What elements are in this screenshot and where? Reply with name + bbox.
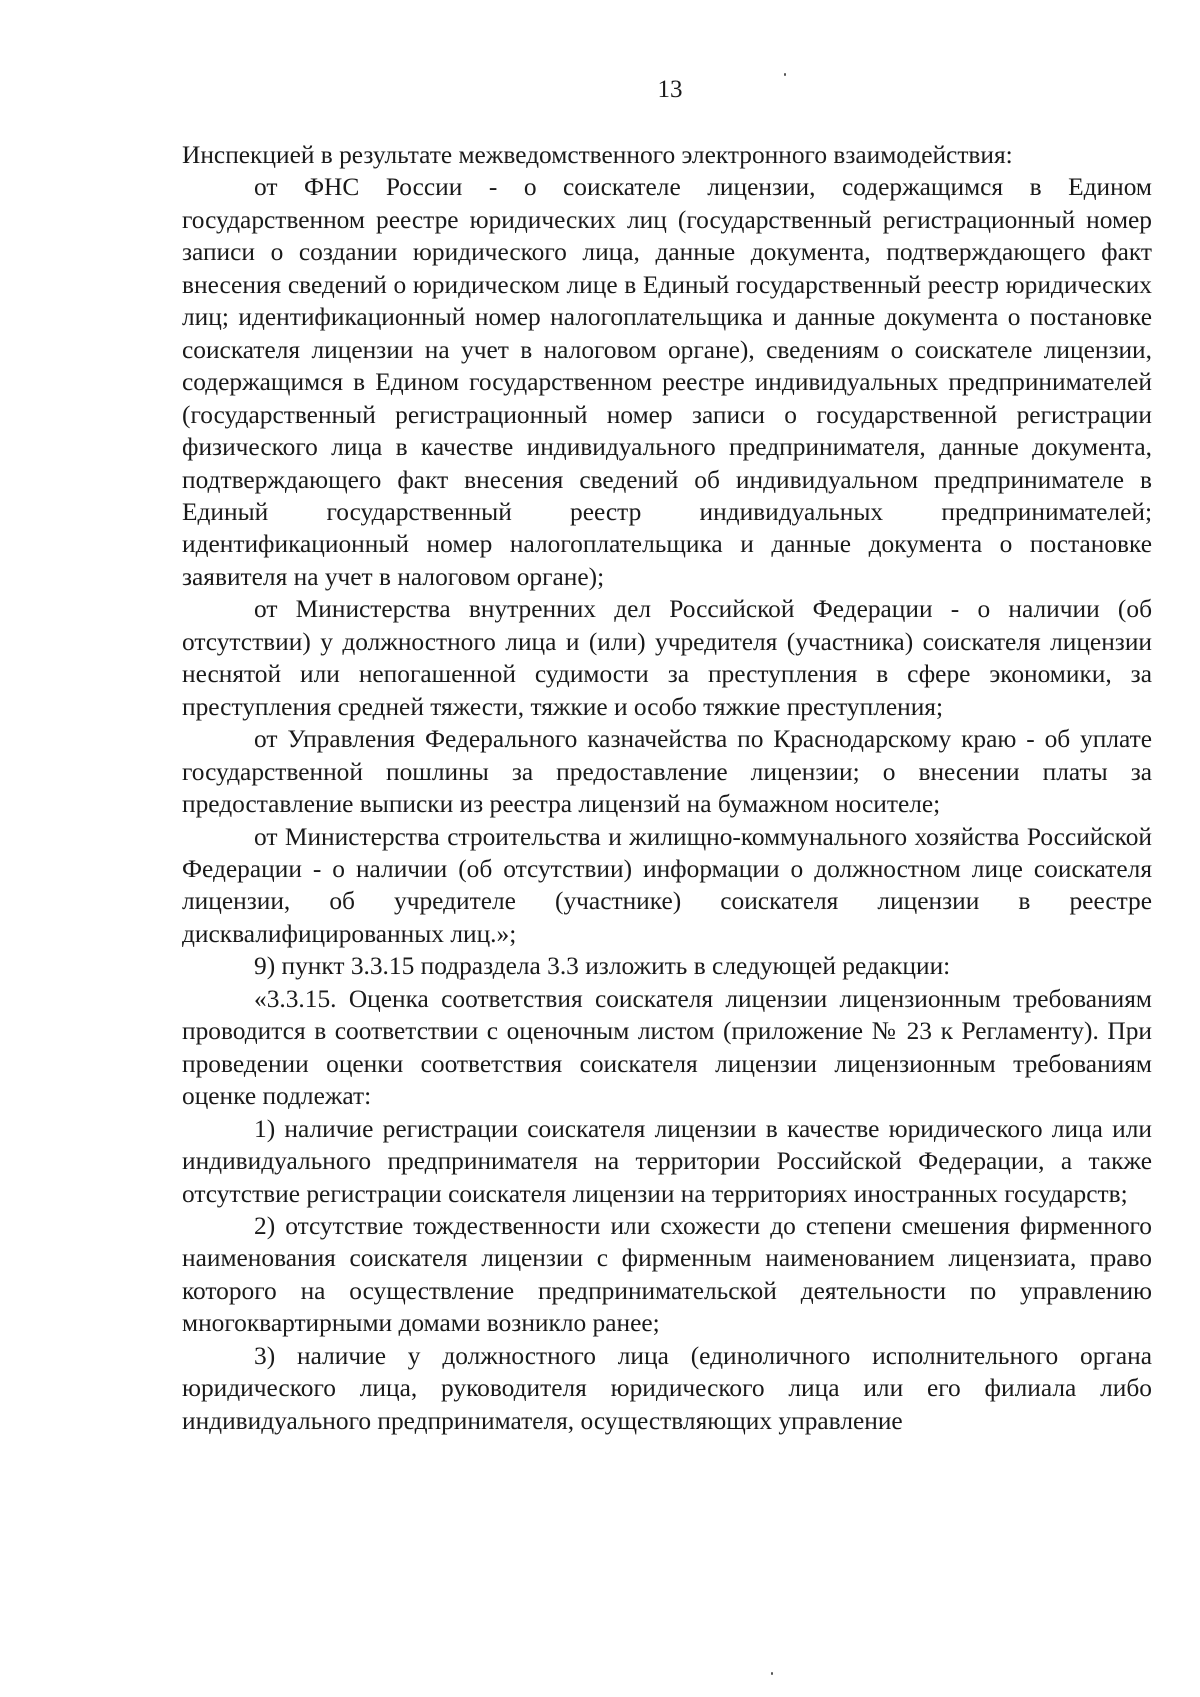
paragraph-treasury: от Управления Федерального казначейства по Краснодарскому краю - об уплате государственной пошлины за предоставление лицензии; о внесении платы за предоставление выписки из реестра лицензий на бумажном носителе; [182,725,1152,819]
paragraph-item-9: 9) пункт 3.3.15 подраздела 3.3 изложить в следующей редакции: [254,952,951,981]
paragraph-3-3-15: «3.3.15. Оценка соответствия соискателя лицензии лицензионным требованиям проводится в соответствии с оценочным листом (приложение № 23 к Регламенту). При проведении оценки соответствия соискателя лицензии лицензионным требованиям оценке подлежат: [182,984,1152,1111]
list-item-1: 1) наличие регистрации соискателя лицензии в качестве юридического лица или индивидуального предпринимателя на территории Российской Федерации, а также отсутствие регистрации соискателя лицензии на территориях иностранных государств; [182,1114,1152,1208]
page-number: 13 [657,76,683,103]
paragraph-intro: Инспекцией в результате межведомственного электронного взаимодействия: [182,141,1013,169]
paragraph-fns: от ФНС России - о соискателе лицензии, содержащимся в Едином государственном реестре юридических лиц (государственный регистрационный номер записи о создании юридического лица, данные документа, подтверждающего факт внесения сведений о юридическом лице в Единый государственный реестр юридических лиц; идентификационный номер налогоплательщика и данные документа о постановке соискателя лицензии на учет в налоговом органе), сведениям о соискателе лицензии, содержащимся в Едином государственном реестре индивидуальных предпринимателей (государственный регистрационный номер записи о государственной регистрации физического лица в качестве индивидуального предпринимателя, данные документа, подтверждающего факт внесения сведений об индивидуальном предпринимателе в Единый государственный реестр индивидуальных предпринимателей; идентификационный номер налогоплательщика и данные документа о постановке заявителя на учет в налоговом органе); [182,173,1152,591]
paragraph-mvd: от Министерства внутренних дел Российской Федерации - о наличии (об отсутствии) у должностного лица и (или) учредителя (участника) соискателя лицензии неснятой или непогашенной судимости за преступления в сфере экономики, за преступления средней тяжести, тяжкие и особо тяжкие преступления; [182,595,1152,721]
paragraph-minstroy: от Министерства строительства и жилищно-коммунального хозяйства Российской Федерации - о наличии (об отсутствии) информации о должностном лице соискателя лицензии, об учредителе (участнике) соискателя лицензии в реестре дисквалифицированных лиц.»; [182,822,1152,948]
scan-speck [771,1672,773,1675]
document-body [182,139,1152,1437]
list-item-3: 3) наличие у должностного лица (единоличного исполнительного органа юридического лица, руководителя юридического лица или его филиала либо индивидуального предпринимателя, осуществляющих управление [182,1341,1152,1435]
list-item-2: 2) отсутствие тождественности или схожести до степени смешения фирменного наименования соискателя лицензии с фирменным наименованием лицензиата, право которого на осуществление предпринимательской деятельности по управлению многоквартирными домами возникло ранее; [182,1211,1152,1338]
scan-speck [784,73,786,76]
